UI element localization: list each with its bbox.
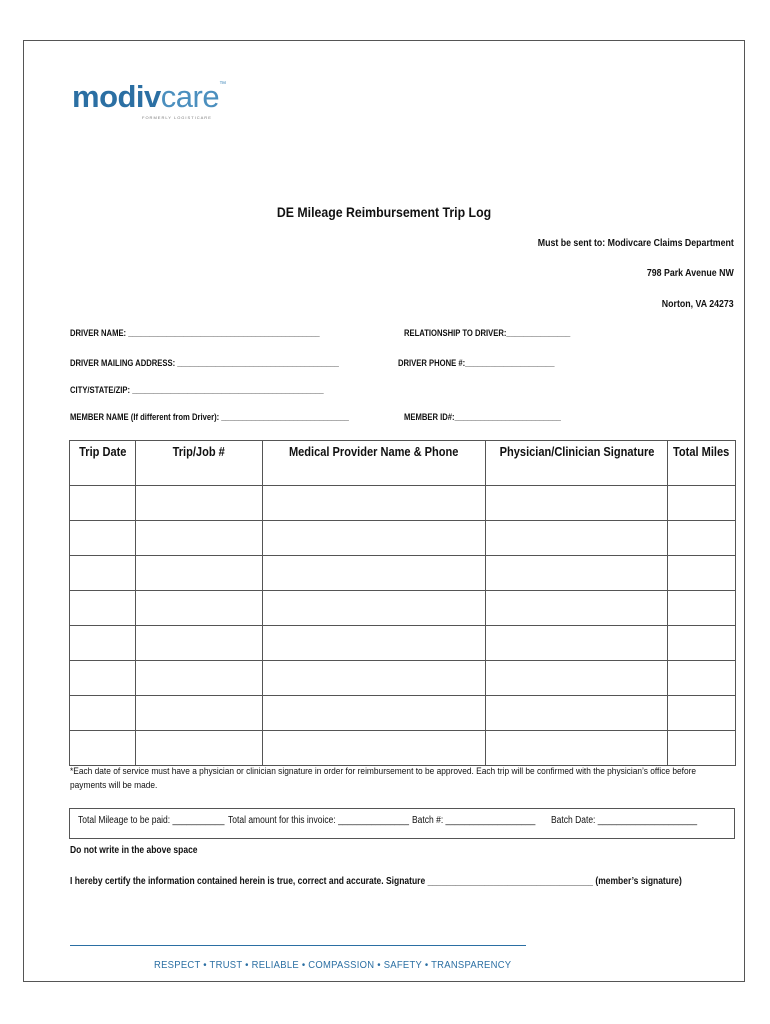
trip-date-cell[interactable] bbox=[70, 731, 136, 766]
batch-date-field[interactable]: Batch Date: _____________________ bbox=[551, 815, 698, 826]
relationship-field[interactable]: RELATIONSHIP TO DRIVER:_______________ bbox=[404, 328, 571, 338]
physician-signature-cell[interactable] bbox=[486, 556, 668, 591]
header-trip-job: Trip/Job # bbox=[136, 441, 263, 486]
medical-provider-cell[interactable] bbox=[263, 661, 486, 696]
trip-job-cell[interactable] bbox=[136, 626, 263, 661]
physician-signature-cell[interactable] bbox=[486, 521, 668, 556]
medical-provider-cell[interactable] bbox=[263, 556, 486, 591]
logo-tagline: FORMERLY LOGISTICARE bbox=[142, 115, 212, 120]
medical-provider-cell[interactable] bbox=[263, 626, 486, 661]
physician-signature-cell[interactable] bbox=[486, 591, 668, 626]
physician-signature-cell[interactable] bbox=[486, 731, 668, 766]
logo-word-modiv: modiv bbox=[72, 79, 161, 114]
total-miles-cell[interactable] bbox=[668, 521, 736, 556]
company-values: RESPECT • TRUST • RELIABLE • COMPASSION • SAFETY • TRANSPARENCY bbox=[154, 959, 512, 971]
total-miles-cell[interactable] bbox=[668, 486, 736, 521]
trip-job-cell[interactable] bbox=[136, 731, 263, 766]
trip-date-cell[interactable] bbox=[70, 626, 136, 661]
member-name-field[interactable]: MEMBER NAME (If different from Driver): ______________________________ bbox=[70, 412, 349, 422]
driver-phone-field[interactable]: DRIVER PHONE #:_____________________ bbox=[398, 358, 555, 368]
address-line-2: 798 Park Avenue NW bbox=[647, 268, 734, 279]
header-total-miles: Total Miles bbox=[668, 441, 736, 486]
table-row bbox=[70, 591, 736, 626]
total-miles-cell[interactable] bbox=[668, 591, 736, 626]
logo-word-care: care bbox=[160, 79, 220, 114]
total-miles-cell[interactable] bbox=[668, 661, 736, 696]
table-row bbox=[70, 486, 736, 521]
driver-name-field[interactable]: DRIVER NAME: _____________________________________________ bbox=[70, 328, 320, 338]
trip-job-cell[interactable] bbox=[136, 486, 263, 521]
trip-date-cell[interactable] bbox=[70, 591, 136, 626]
document-page bbox=[23, 40, 745, 982]
footer-rule bbox=[70, 945, 526, 946]
total-amount-field[interactable]: Total amount for this invoice: _______________ bbox=[228, 815, 409, 826]
trip-job-cell[interactable] bbox=[136, 591, 263, 626]
total-miles-cell[interactable] bbox=[668, 626, 736, 661]
medical-provider-cell[interactable] bbox=[263, 731, 486, 766]
table-row bbox=[70, 696, 736, 731]
trip-job-cell[interactable] bbox=[136, 696, 263, 731]
total-mileage-field[interactable]: Total Mileage to be paid: ___________ bbox=[78, 815, 225, 826]
total-miles-cell[interactable] bbox=[668, 731, 736, 766]
table-row bbox=[70, 556, 736, 591]
physician-signature-cell[interactable] bbox=[486, 486, 668, 521]
table-row bbox=[70, 626, 736, 661]
trip-job-cell[interactable] bbox=[136, 661, 263, 696]
trip-date-cell[interactable] bbox=[70, 556, 136, 591]
totals-box bbox=[69, 808, 735, 839]
table-row bbox=[70, 661, 736, 696]
medical-provider-cell[interactable] bbox=[263, 696, 486, 731]
city-state-zip-field[interactable]: CITY/STATE/ZIP: _____________________________________________ bbox=[70, 385, 324, 395]
header-trip-date: Trip Date bbox=[70, 441, 136, 486]
trip-date-cell[interactable] bbox=[70, 661, 136, 696]
medical-provider-cell[interactable] bbox=[263, 486, 486, 521]
form-title: DE Mileage Reimbursement Trip Log bbox=[276, 204, 492, 220]
mailing-address-field[interactable]: DRIVER MAILING ADDRESS: ______________________________________ bbox=[70, 358, 339, 368]
table-row bbox=[70, 731, 736, 766]
trip-date-cell[interactable] bbox=[70, 486, 136, 521]
physician-signature-cell[interactable] bbox=[486, 626, 668, 661]
trip-date-cell[interactable] bbox=[70, 696, 136, 731]
address-line-1: Must be sent to: Modivcare Claims Department bbox=[537, 238, 734, 249]
trip-job-cell[interactable] bbox=[136, 521, 263, 556]
certification-signature-line[interactable]: I hereby certify the information contained herein is true, correct and accurate. Signature ___________________________________ (member’s signature) bbox=[70, 876, 682, 887]
medical-provider-cell[interactable] bbox=[263, 521, 486, 556]
trip-job-cell[interactable] bbox=[136, 556, 263, 591]
physician-signature-cell[interactable] bbox=[486, 661, 668, 696]
member-id-field[interactable]: MEMBER ID#:_________________________ bbox=[404, 412, 561, 422]
modivcare-logo bbox=[72, 79, 226, 120]
signature-note: *Each date of service must have a physician or clinician signature in order for reimbursement to be approved. Each trip will be confirmed with the physician’s office before payments will be made. bbox=[70, 766, 697, 791]
batch-number-field[interactable]: Batch #: ___________________ bbox=[412, 815, 536, 826]
total-miles-cell[interactable] bbox=[668, 556, 736, 591]
medical-provider-cell[interactable] bbox=[263, 591, 486, 626]
trip-log-body bbox=[70, 486, 736, 766]
header-physician-signature: Physician/Clinician Signature bbox=[486, 441, 668, 486]
address-line-3: Norton, VA 24273 bbox=[662, 299, 734, 310]
logo-trademark: ™ bbox=[219, 81, 226, 88]
do-not-write-note: Do not write in the above space bbox=[70, 845, 198, 856]
trip-log-table bbox=[69, 440, 736, 766]
table-header-row bbox=[70, 441, 736, 486]
trip-date-cell[interactable] bbox=[70, 521, 136, 556]
total-miles-cell[interactable] bbox=[668, 696, 736, 731]
table-row bbox=[70, 521, 736, 556]
physician-signature-cell[interactable] bbox=[486, 696, 668, 731]
header-medical-provider: Medical Provider Name & Phone bbox=[263, 441, 486, 486]
